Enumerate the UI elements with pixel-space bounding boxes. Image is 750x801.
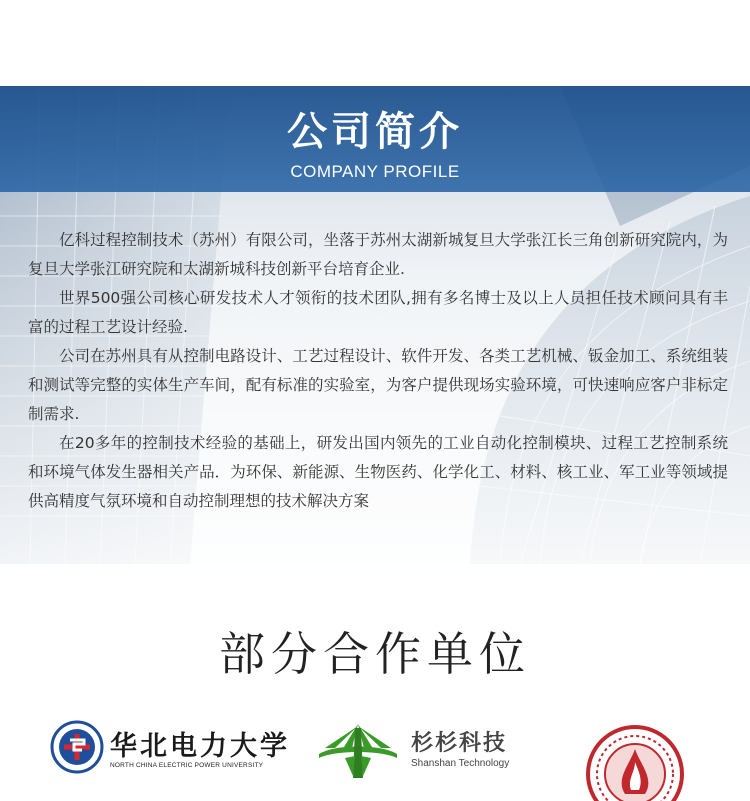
profile-paragraph: 亿科过程控制技术（苏州）有限公司，坐落于苏州太湖新城复旦大学张江长三角创新研究院内，为复旦大学张江研究院和太湖新城科技创新平台培育企业. bbox=[28, 231, 728, 278]
ncepu-name: 华北电力大学 bbox=[110, 731, 290, 762]
shanshan-name: 杉杉科技 bbox=[411, 731, 508, 756]
partner-logo-ncepu bbox=[50, 720, 290, 780]
ncepu-emblem-icon bbox=[50, 720, 104, 774]
shanshan-english-name: Shanshan Technology bbox=[411, 758, 510, 769]
page-subtitle: COMPANY PROFILE bbox=[290, 162, 460, 181]
partner-logo-shanshan bbox=[315, 718, 545, 780]
shanshan-tree-icon bbox=[315, 718, 401, 780]
partner-logo-emblem bbox=[585, 724, 685, 801]
company-profile-section bbox=[0, 86, 750, 564]
profile-paragraph: 世界500强公司核心研发技术人才领衔的技术团队,拥有多名博士及以上人员担任技术顾问具有丰富的过程工艺设计经验. bbox=[28, 289, 728, 336]
header-band bbox=[0, 86, 750, 192]
profile-paragraph: 在20多年的控制技术经验的基础上，研发出国内领先的工业自动化控制模块、过程工艺控制系统和环境气体发生器相关产品．为环保、新能源、生物医药、化学化工、材料、核工业、军工业等领域提供高精度气氛环境和自动控制理想的技术解决方案 bbox=[28, 434, 728, 510]
partners-title: 部分合作单位 bbox=[219, 627, 531, 681]
ncepu-english-name: NORTH CHINA ELECTRIC POWER UNIVERSITY bbox=[110, 762, 264, 769]
red-university-emblem-icon bbox=[585, 724, 685, 801]
profile-paragraph: 公司在苏州具有从控制电路设计、工艺过程设计、软件开发、各类工艺机械、钣金加工、系统组装和测试等完整的实体生产车间，配有标准的实验室，为客户提供现场实验环境，可快速响应客户非标定制需求. bbox=[28, 347, 728, 423]
profile-text bbox=[28, 226, 728, 516]
page-title: 公司简介 bbox=[287, 109, 463, 155]
